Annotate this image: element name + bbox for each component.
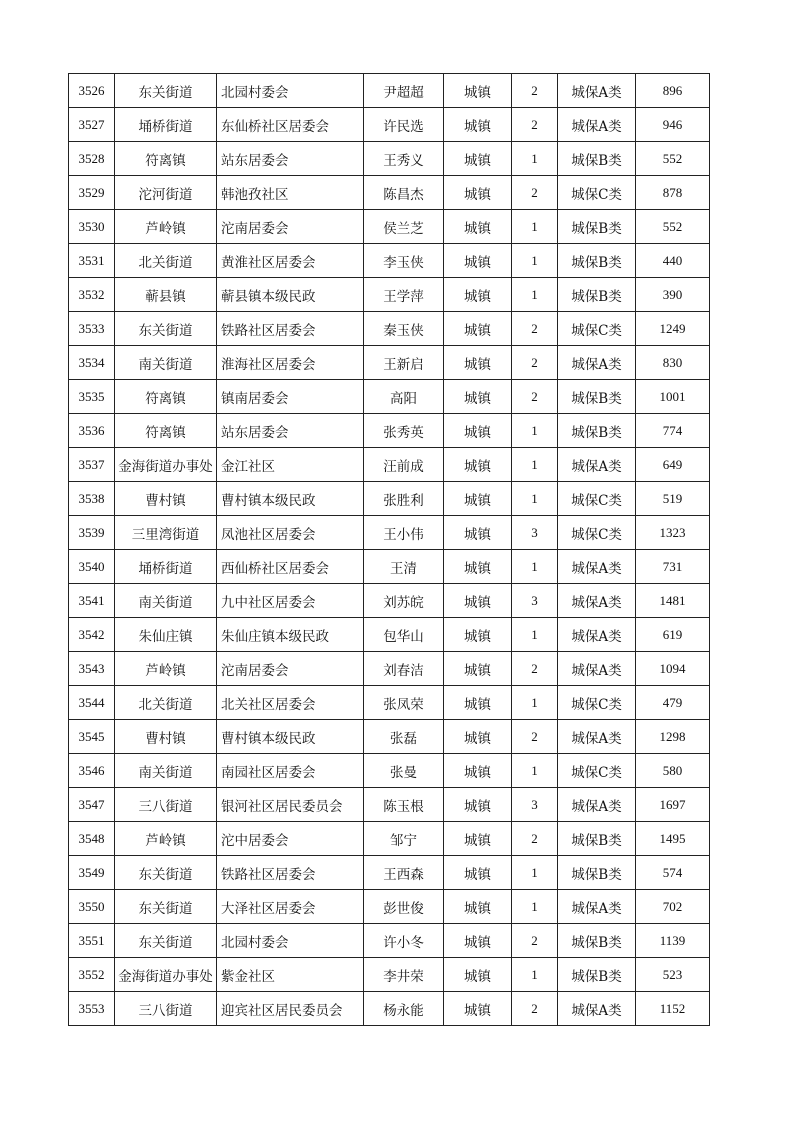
amount-cell: 1094	[636, 652, 710, 686]
category-cell: 城保A类	[558, 584, 636, 618]
table-row	[69, 176, 710, 210]
street-cell: 朱仙庄镇	[115, 618, 217, 652]
street-cell: 曹村镇	[115, 720, 217, 754]
area-type-cell: 城镇	[444, 958, 512, 992]
street-cell: 埇桥街道	[115, 550, 217, 584]
table-row	[69, 652, 710, 686]
name-cell: 李玉侠	[364, 244, 444, 278]
name-cell: 王清	[364, 550, 444, 584]
table-row	[69, 924, 710, 958]
community-cell: 东仙桥社区居委会	[217, 108, 364, 142]
category-cell: 城保C类	[558, 516, 636, 550]
serial-number-cell: 3536	[69, 414, 115, 448]
household-count-cell: 1	[512, 958, 558, 992]
category-cell: 城保A类	[558, 618, 636, 652]
household-count-cell: 1	[512, 890, 558, 924]
amount-cell: 552	[636, 210, 710, 244]
serial-number-cell: 3540	[69, 550, 115, 584]
category-cell: 城保B类	[558, 414, 636, 448]
amount-cell: 1001	[636, 380, 710, 414]
name-cell: 杨永能	[364, 992, 444, 1026]
table-row	[69, 448, 710, 482]
street-cell: 曹村镇	[115, 482, 217, 516]
name-cell: 侯兰芝	[364, 210, 444, 244]
amount-cell: 479	[636, 686, 710, 720]
community-cell: 曹村镇本级民政	[217, 720, 364, 754]
table-row	[69, 142, 710, 176]
area-type-cell: 城镇	[444, 822, 512, 856]
table-row	[69, 550, 710, 584]
household-count-cell: 1	[512, 142, 558, 176]
community-cell: 朱仙庄镇本级民政	[217, 618, 364, 652]
serial-number-cell: 3528	[69, 142, 115, 176]
name-cell: 秦玉侠	[364, 312, 444, 346]
table-row	[69, 278, 710, 312]
category-cell: 城保A类	[558, 992, 636, 1026]
serial-number-cell: 3552	[69, 958, 115, 992]
community-cell: 紫金社区	[217, 958, 364, 992]
amount-cell: 1298	[636, 720, 710, 754]
area-type-cell: 城镇	[444, 992, 512, 1026]
area-type-cell: 城镇	[444, 176, 512, 210]
name-cell: 彭世俊	[364, 890, 444, 924]
category-cell: 城保A类	[558, 652, 636, 686]
category-cell: 城保A类	[558, 346, 636, 380]
area-type-cell: 城镇	[444, 924, 512, 958]
table-row	[69, 380, 710, 414]
amount-cell: 830	[636, 346, 710, 380]
serial-number-cell: 3538	[69, 482, 115, 516]
name-cell: 刘苏皖	[364, 584, 444, 618]
table-row	[69, 958, 710, 992]
community-cell: 蕲县镇本级民政	[217, 278, 364, 312]
table-row	[69, 108, 710, 142]
serial-number-cell: 3531	[69, 244, 115, 278]
area-type-cell: 城镇	[444, 686, 512, 720]
category-cell: 城保A类	[558, 448, 636, 482]
serial-number-cell: 3550	[69, 890, 115, 924]
name-cell: 陈昌杰	[364, 176, 444, 210]
street-cell: 东关街道	[115, 856, 217, 890]
amount-cell: 440	[636, 244, 710, 278]
street-cell: 东关街道	[115, 890, 217, 924]
amount-cell: 1249	[636, 312, 710, 346]
amount-cell: 896	[636, 74, 710, 108]
area-type-cell: 城镇	[444, 312, 512, 346]
community-cell: 站东居委会	[217, 142, 364, 176]
community-cell: 迎宾社区居民委员会	[217, 992, 364, 1026]
household-count-cell: 2	[512, 74, 558, 108]
household-count-cell: 1	[512, 550, 558, 584]
area-type-cell: 城镇	[444, 210, 512, 244]
community-cell: 北关社区居委会	[217, 686, 364, 720]
table-row	[69, 618, 710, 652]
street-cell: 北关街道	[115, 244, 217, 278]
area-type-cell: 城镇	[444, 244, 512, 278]
table-row	[69, 516, 710, 550]
street-cell: 金海街道办事处	[115, 958, 217, 992]
amount-cell: 1152	[636, 992, 710, 1026]
name-cell: 邹宁	[364, 822, 444, 856]
table-row	[69, 992, 710, 1026]
street-cell: 金海街道办事处	[115, 448, 217, 482]
serial-number-cell: 3527	[69, 108, 115, 142]
household-count-cell: 2	[512, 992, 558, 1026]
amount-cell: 619	[636, 618, 710, 652]
community-cell: 淮海社区居委会	[217, 346, 364, 380]
area-type-cell: 城镇	[444, 108, 512, 142]
street-cell: 符离镇	[115, 142, 217, 176]
household-count-cell: 3	[512, 516, 558, 550]
serial-number-cell: 3533	[69, 312, 115, 346]
category-cell: 城保C类	[558, 482, 636, 516]
amount-cell: 523	[636, 958, 710, 992]
community-cell: 韩池孜社区	[217, 176, 364, 210]
table-row	[69, 754, 710, 788]
community-cell: 九中社区居委会	[217, 584, 364, 618]
category-cell: 城保B类	[558, 822, 636, 856]
name-cell: 王秀义	[364, 142, 444, 176]
name-cell: 李井荣	[364, 958, 444, 992]
table-row	[69, 856, 710, 890]
household-count-cell: 2	[512, 652, 558, 686]
amount-cell: 731	[636, 550, 710, 584]
category-cell: 城保B类	[558, 278, 636, 312]
category-cell: 城保A类	[558, 788, 636, 822]
area-type-cell: 城镇	[444, 346, 512, 380]
category-cell: 城保B类	[558, 142, 636, 176]
community-cell: 南园社区居委会	[217, 754, 364, 788]
household-count-cell: 2	[512, 346, 558, 380]
table-row	[69, 74, 710, 108]
household-count-cell: 1	[512, 856, 558, 890]
amount-cell: 574	[636, 856, 710, 890]
community-cell: 大泽社区居委会	[217, 890, 364, 924]
category-cell: 城保C类	[558, 686, 636, 720]
roster-table	[68, 73, 710, 1026]
name-cell: 许小冬	[364, 924, 444, 958]
community-cell: 金江社区	[217, 448, 364, 482]
community-cell: 凤池社区居委会	[217, 516, 364, 550]
area-type-cell: 城镇	[444, 856, 512, 890]
area-type-cell: 城镇	[444, 550, 512, 584]
household-count-cell: 2	[512, 176, 558, 210]
category-cell: 城保B类	[558, 380, 636, 414]
household-count-cell: 1	[512, 210, 558, 244]
amount-cell: 390	[636, 278, 710, 312]
category-cell: 城保A类	[558, 720, 636, 754]
household-count-cell: 2	[512, 822, 558, 856]
area-type-cell: 城镇	[444, 380, 512, 414]
street-cell: 蕲县镇	[115, 278, 217, 312]
community-cell: 站东居委会	[217, 414, 364, 448]
community-cell: 西仙桥社区居委会	[217, 550, 364, 584]
household-count-cell: 2	[512, 924, 558, 958]
community-cell: 沱中居委会	[217, 822, 364, 856]
household-count-cell: 2	[512, 108, 558, 142]
category-cell: 城保A类	[558, 74, 636, 108]
serial-number-cell: 3549	[69, 856, 115, 890]
name-cell: 王新启	[364, 346, 444, 380]
street-cell: 三八街道	[115, 992, 217, 1026]
table-body	[69, 74, 710, 1026]
household-count-cell: 1	[512, 278, 558, 312]
area-type-cell: 城镇	[444, 754, 512, 788]
table-row	[69, 686, 710, 720]
street-cell: 埇桥街道	[115, 108, 217, 142]
household-count-cell: 1	[512, 754, 558, 788]
amount-cell: 552	[636, 142, 710, 176]
street-cell: 南关街道	[115, 346, 217, 380]
street-cell: 东关街道	[115, 924, 217, 958]
name-cell: 陈玉根	[364, 788, 444, 822]
household-count-cell: 2	[512, 720, 558, 754]
area-type-cell: 城镇	[444, 788, 512, 822]
street-cell: 符离镇	[115, 380, 217, 414]
category-cell: 城保B类	[558, 958, 636, 992]
category-cell: 城保C类	[558, 312, 636, 346]
community-cell: 曹村镇本级民政	[217, 482, 364, 516]
name-cell: 张磊	[364, 720, 444, 754]
amount-cell: 580	[636, 754, 710, 788]
amount-cell: 878	[636, 176, 710, 210]
table-row	[69, 312, 710, 346]
household-count-cell: 1	[512, 482, 558, 516]
amount-cell: 702	[636, 890, 710, 924]
community-cell: 铁路社区居委会	[217, 312, 364, 346]
category-cell: 城保B类	[558, 856, 636, 890]
serial-number-cell: 3535	[69, 380, 115, 414]
community-cell: 北园村委会	[217, 74, 364, 108]
serial-number-cell: 3534	[69, 346, 115, 380]
name-cell: 王西森	[364, 856, 444, 890]
area-type-cell: 城镇	[444, 448, 512, 482]
street-cell: 芦岭镇	[115, 652, 217, 686]
area-type-cell: 城镇	[444, 482, 512, 516]
street-cell: 北关街道	[115, 686, 217, 720]
area-type-cell: 城镇	[444, 414, 512, 448]
household-count-cell: 1	[512, 448, 558, 482]
serial-number-cell: 3532	[69, 278, 115, 312]
area-type-cell: 城镇	[444, 618, 512, 652]
amount-cell: 946	[636, 108, 710, 142]
name-cell: 刘春洁	[364, 652, 444, 686]
table-row	[69, 890, 710, 924]
household-count-cell: 2	[512, 312, 558, 346]
street-cell: 三里湾街道	[115, 516, 217, 550]
serial-number-cell: 3543	[69, 652, 115, 686]
community-cell: 黄淮社区居委会	[217, 244, 364, 278]
name-cell: 张胜利	[364, 482, 444, 516]
street-cell: 沱河街道	[115, 176, 217, 210]
serial-number-cell: 3530	[69, 210, 115, 244]
table-row	[69, 584, 710, 618]
serial-number-cell: 3541	[69, 584, 115, 618]
serial-number-cell: 3553	[69, 992, 115, 1026]
name-cell: 尹超超	[364, 74, 444, 108]
community-cell: 铁路社区居委会	[217, 856, 364, 890]
household-count-cell: 1	[512, 414, 558, 448]
serial-number-cell: 3537	[69, 448, 115, 482]
community-cell: 北园村委会	[217, 924, 364, 958]
area-type-cell: 城镇	[444, 142, 512, 176]
serial-number-cell: 3545	[69, 720, 115, 754]
amount-cell: 1697	[636, 788, 710, 822]
street-cell: 南关街道	[115, 754, 217, 788]
table-row	[69, 482, 710, 516]
name-cell: 高阳	[364, 380, 444, 414]
area-type-cell: 城镇	[444, 652, 512, 686]
table-row	[69, 346, 710, 380]
category-cell: 城保C类	[558, 754, 636, 788]
category-cell: 城保A类	[558, 108, 636, 142]
serial-number-cell: 3544	[69, 686, 115, 720]
name-cell: 张凤荣	[364, 686, 444, 720]
household-count-cell: 1	[512, 618, 558, 652]
household-count-cell: 1	[512, 686, 558, 720]
category-cell: 城保A类	[558, 550, 636, 584]
name-cell: 包华山	[364, 618, 444, 652]
name-cell: 许民选	[364, 108, 444, 142]
amount-cell: 519	[636, 482, 710, 516]
serial-number-cell: 3548	[69, 822, 115, 856]
category-cell: 城保B类	[558, 210, 636, 244]
street-cell: 东关街道	[115, 74, 217, 108]
table-row	[69, 414, 710, 448]
table-row	[69, 788, 710, 822]
amount-cell: 774	[636, 414, 710, 448]
amount-cell: 1323	[636, 516, 710, 550]
amount-cell: 1481	[636, 584, 710, 618]
table-row	[69, 244, 710, 278]
household-count-cell: 3	[512, 584, 558, 618]
serial-number-cell: 3551	[69, 924, 115, 958]
area-type-cell: 城镇	[444, 74, 512, 108]
serial-number-cell: 3539	[69, 516, 115, 550]
community-cell: 沱南居委会	[217, 210, 364, 244]
area-type-cell: 城镇	[444, 890, 512, 924]
table-row	[69, 210, 710, 244]
amount-cell: 649	[636, 448, 710, 482]
area-type-cell: 城镇	[444, 278, 512, 312]
street-cell: 东关街道	[115, 312, 217, 346]
category-cell: 城保B类	[558, 244, 636, 278]
serial-number-cell: 3547	[69, 788, 115, 822]
area-type-cell: 城镇	[444, 584, 512, 618]
name-cell: 汪前成	[364, 448, 444, 482]
community-cell: 银河社区居民委员会	[217, 788, 364, 822]
name-cell: 张秀英	[364, 414, 444, 448]
category-cell: 城保B类	[558, 924, 636, 958]
serial-number-cell: 3529	[69, 176, 115, 210]
table-row	[69, 720, 710, 754]
category-cell: 城保A类	[558, 890, 636, 924]
area-type-cell: 城镇	[444, 516, 512, 550]
amount-cell: 1139	[636, 924, 710, 958]
serial-number-cell: 3546	[69, 754, 115, 788]
table-row	[69, 822, 710, 856]
street-cell: 芦岭镇	[115, 210, 217, 244]
street-cell: 三八街道	[115, 788, 217, 822]
serial-number-cell: 3542	[69, 618, 115, 652]
street-cell: 符离镇	[115, 414, 217, 448]
street-cell: 南关街道	[115, 584, 217, 618]
name-cell: 张曼	[364, 754, 444, 788]
name-cell: 王小伟	[364, 516, 444, 550]
household-count-cell: 2	[512, 380, 558, 414]
area-type-cell: 城镇	[444, 720, 512, 754]
serial-number-cell: 3526	[69, 74, 115, 108]
category-cell: 城保C类	[558, 176, 636, 210]
household-count-cell: 3	[512, 788, 558, 822]
street-cell: 芦岭镇	[115, 822, 217, 856]
name-cell: 王学萍	[364, 278, 444, 312]
household-count-cell: 1	[512, 244, 558, 278]
community-cell: 镇南居委会	[217, 380, 364, 414]
amount-cell: 1495	[636, 822, 710, 856]
community-cell: 沱南居委会	[217, 652, 364, 686]
